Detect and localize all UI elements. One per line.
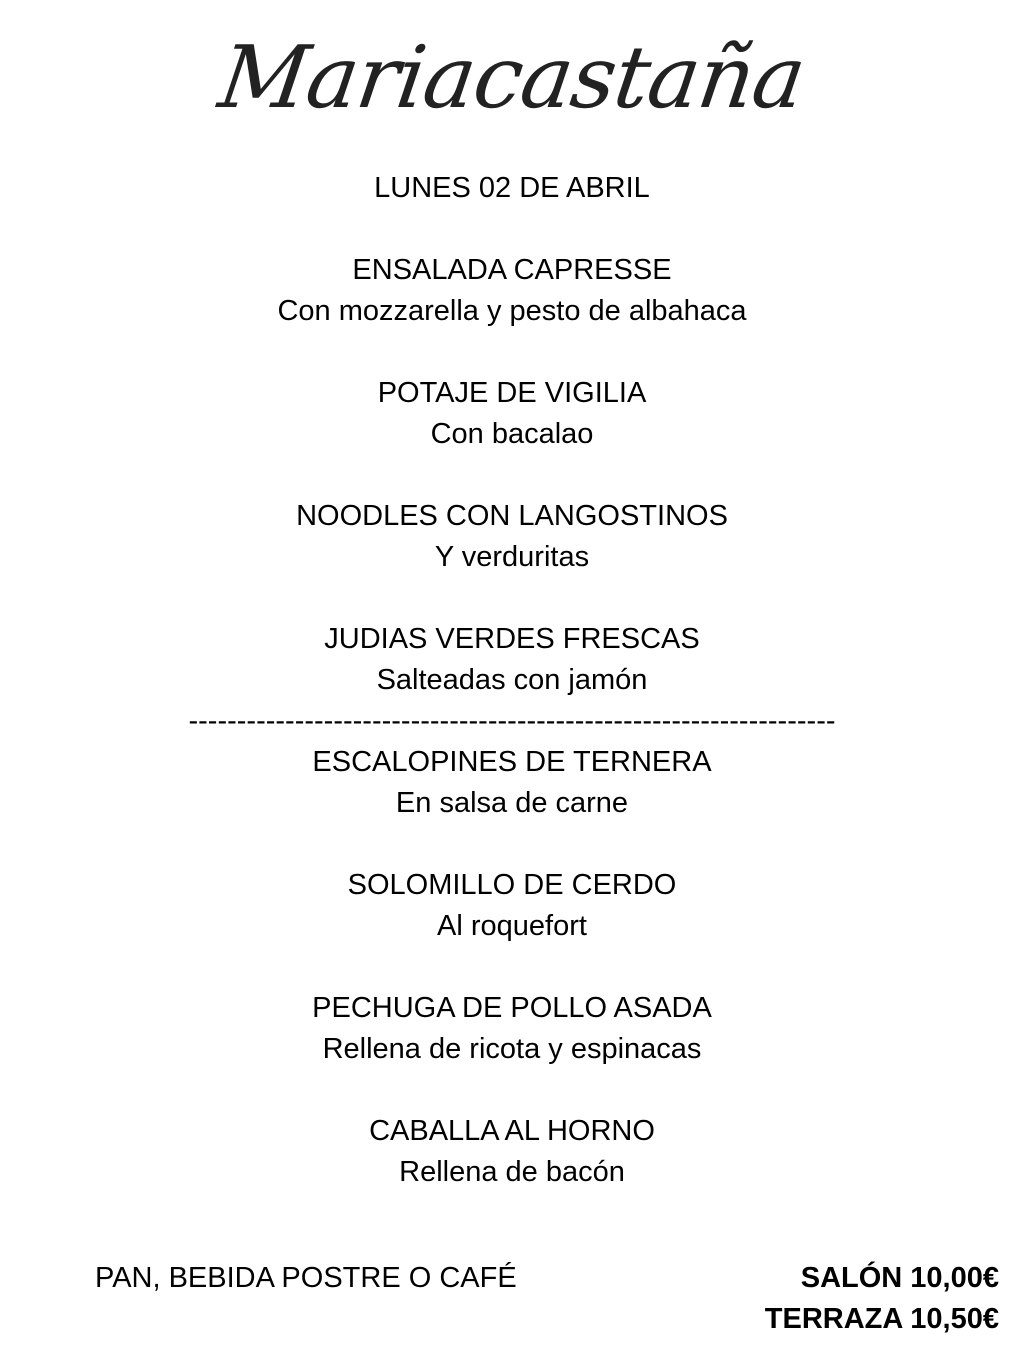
spacer	[0, 1070, 1024, 1111]
starter-desc: Con mozzarella y pesto de albahaca	[277, 295, 747, 327]
starter-name: JUDIAS VERDES FRESCAS	[324, 623, 700, 655]
spacer	[0, 455, 1024, 496]
menu-includes: PAN, BEBIDA POSTRE O CAFÉ	[95, 1262, 517, 1294]
main-desc: Al roquefort	[437, 910, 587, 942]
spacer	[0, 209, 1024, 250]
main-name: PECHUGA DE POLLO ASADA	[312, 992, 712, 1024]
main-desc: Rellena de bacón	[399, 1156, 625, 1188]
price-list	[765, 1258, 999, 1340]
main-desc: Rellena de ricota y espinacas	[322, 1033, 702, 1065]
starter-name: NOODLES CON LANGOSTINOS	[296, 500, 728, 532]
spacer	[0, 947, 1024, 988]
daily-menu	[0, 168, 1024, 1193]
price-terraza: TERRAZA 10,50€	[764, 1303, 999, 1335]
spacer	[0, 332, 1024, 373]
starter-desc: Y verduritas	[434, 541, 590, 573]
starter-desc: Salteadas con jamón	[376, 664, 648, 696]
starter-name: POTAJE DE VIGILIA	[377, 377, 647, 409]
starter-name: ENSALADA CAPRESSE	[352, 254, 672, 286]
restaurant-logo: Mariacastaña	[213, 28, 811, 128]
course-divider: -------------------------------------------------------------------	[188, 705, 836, 737]
main-name: ESCALOPINES DE TERNERA	[312, 746, 712, 778]
main-desc: En salsa de carne	[395, 787, 629, 819]
starter-desc: Con bacalao	[430, 418, 594, 450]
main-name: SOLOMILLO DE CERDO	[347, 869, 677, 901]
spacer	[0, 824, 1024, 865]
menu-date: LUNES 02 DE ABRIL	[374, 172, 650, 204]
main-name: CABALLA AL HORNO	[369, 1115, 655, 1147]
spacer	[0, 578, 1024, 619]
price-salon: SALÓN 10,00€	[800, 1262, 999, 1294]
